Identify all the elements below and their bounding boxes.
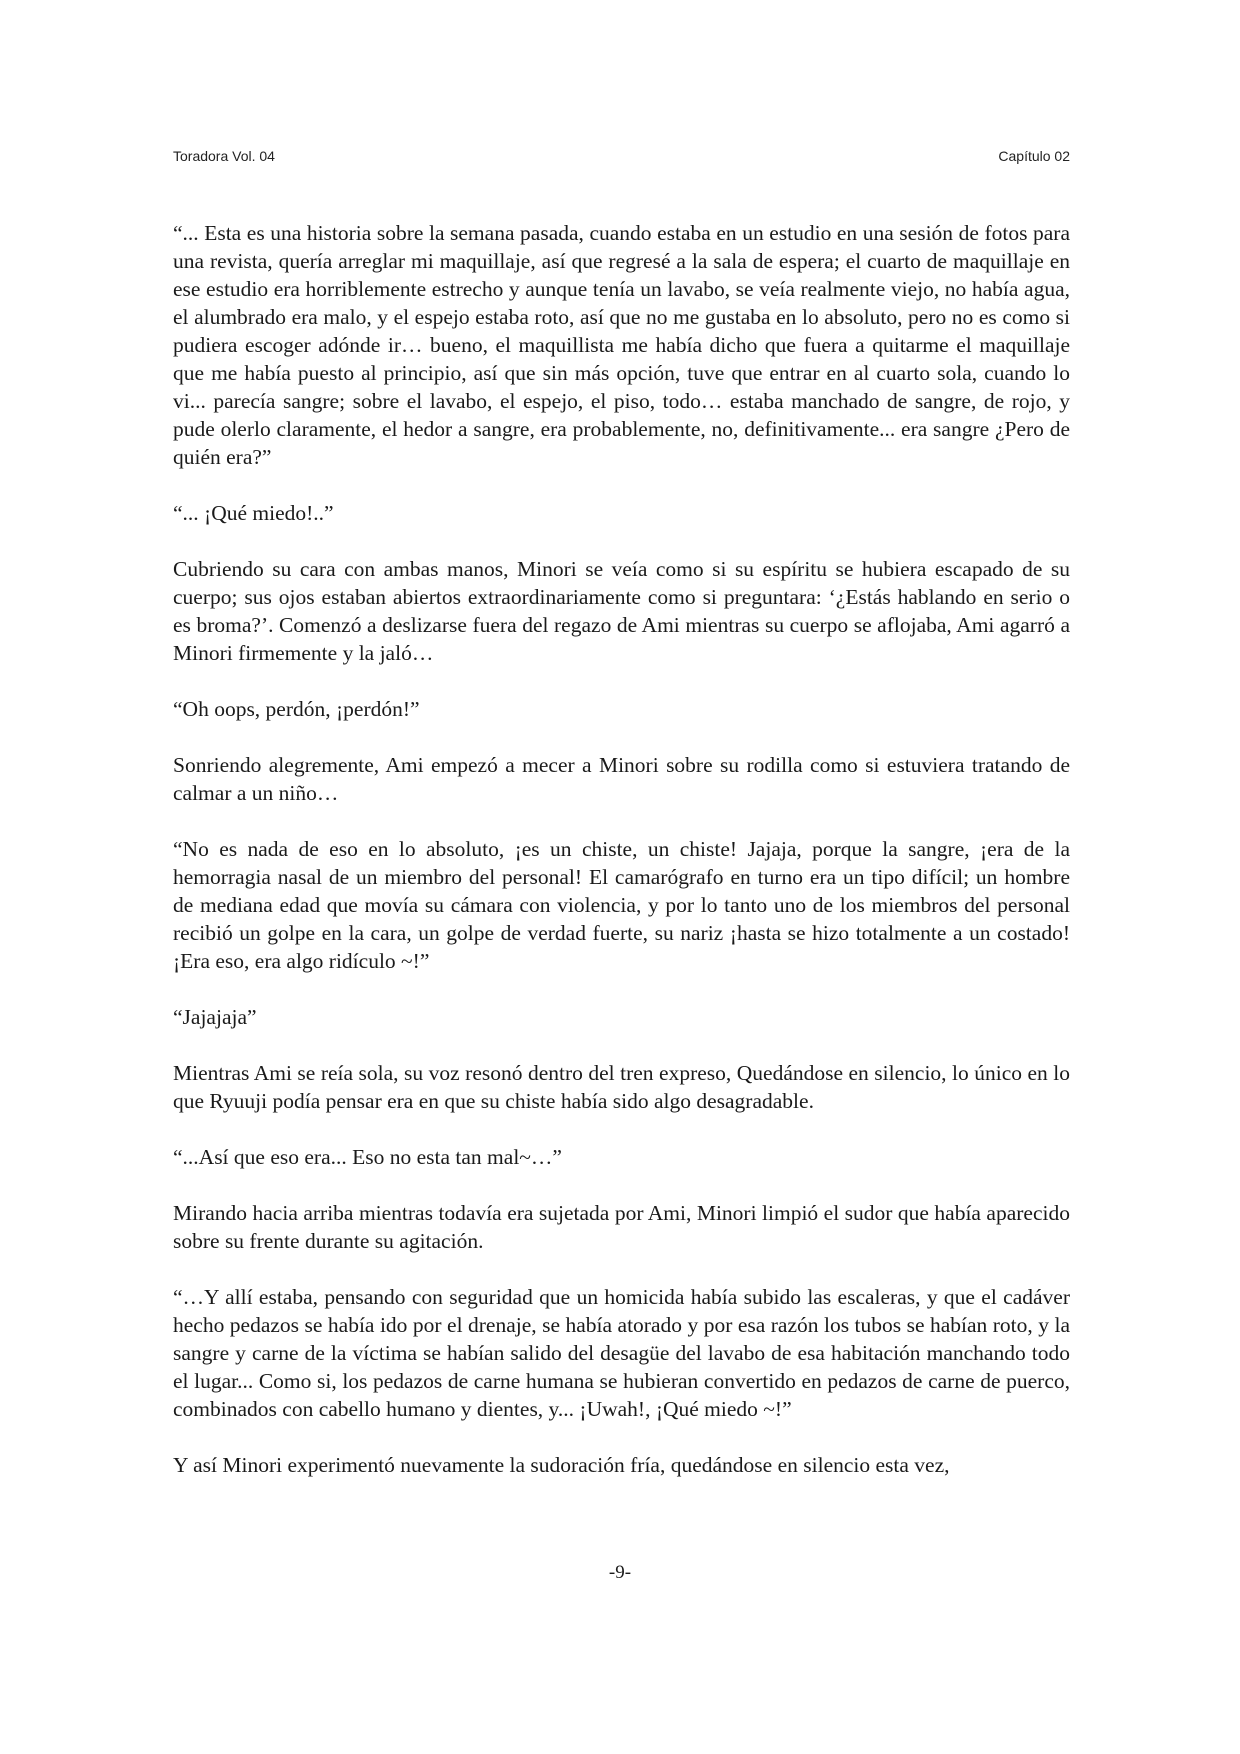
paragraph: “...Así que eso era... Eso no esta tan mal~…” [173, 1145, 562, 1169]
paragraph: “…Y allí estaba, pensando con seguridad que un homicida había subido las escaleras, y que el cadáver hecho pedazos se había ido por el drenaje, se había atorado y por esa razón los tubos se habían roto, y la sangre y carne de la víctima se habían salido del desagüe del lavabo de esa habitación manchando todo el lugar... Como si, los pedazos de carne humana se hubieran convertido en pedazos de carne de puerco, combinados con cabello humano y dientes, y... ¡Uwah!, ¡Qué miedo ~!” [173, 1285, 1070, 1421]
page-number: -9- [608, 1562, 632, 1583]
paragraph: “... Esta es una historia sobre la semana pasada, cuando estaba en un estudio en una sesión de fotos para una revista, quería arreglar mi maquillaje, así que regresé a la sala de espera; el cuarto de maquillaje en ese estudio era horriblemente estrecho y aunque tenía un lavabo, se veía realmente viejo, no había agua, el alumbrado era malo, y el espejo estaba roto, así que no me gustaba en lo absoluto, pero no es como si pudiera escoger adónde ir… bueno, el maquillista me había dicho que fuera a quitarme el maquillaje que me había puesto al principio, así que sin más opción, tuve que entrar en al cuarto sola, cuando lo vi... parecía sangre; sobre el lavabo, el espejo, el piso, todo… estaba manchado de sangre, de rojo, y pude olerlo claramente, el hedor a sangre, era probablemente, no, definitivamente... era sangre ¿Pero de quién era?” [173, 221, 1070, 469]
paragraph: “Jajajaja” [173, 1005, 257, 1029]
paragraph: Sonriendo alegremente, Ami empezó a mecer a Minori sobre su rodilla como si estuviera tratando de calmar a un niño… [173, 753, 1070, 805]
page-header [173, 148, 1070, 168]
book-title: Toradora Vol. 04 [173, 148, 275, 164]
chapter-title: Capítulo 02 [998, 148, 1070, 164]
paragraph: “No es nada de eso en lo absoluto, ¡es un chiste, un chiste! Jajaja, porque la sangre, ¡era de la hemorragia nasal de un miembro del personal! El camarógrafo en turno era un tipo difícil; un hombre de mediana edad que movía su cámara con violencia, y por lo tanto uno de los miembros del personal recibió un golpe en la cara, un golpe de verdad fuerte, su nariz ¡hasta se hizo totalmente a un costado! ¡Era eso, era algo ridículo ~!” [173, 837, 1070, 973]
paragraph: Cubriendo su cara con ambas manos, Minori se veía como si su espíritu se hubiera escapado de su cuerpo; sus ojos estaban abiertos extraordinariamente como si preguntara: ‘¿Estás hablando en serio o es broma?’. Comenzó a deslizarse fuera del regazo de Ami mientras su cuerpo se aflojaba, Ami agarró a Minori firmemente y la jaló… [173, 557, 1070, 665]
body-text [173, 219, 1070, 1507]
paragraph: Mirando hacia arriba mientras todavía era sujetada por Ami, Minori limpió el sudor que había aparecido sobre su frente durante su agitación. [173, 1201, 1070, 1253]
paragraph: Mientras Ami se reía sola, su voz resonó dentro del tren expreso, Quedándose en silencio, lo único en lo que Ryuuji podía pensar era en que su chiste había sido algo desagradable. [173, 1061, 1070, 1113]
paragraph: Y así Minori experimentó nuevamente la sudoración fría, quedándose en silencio esta vez, [173, 1453, 950, 1477]
paragraph: “... ¡Qué miedo!..” [173, 501, 334, 525]
paragraph: “Oh oops, perdón, ¡perdón!” [173, 697, 420, 721]
